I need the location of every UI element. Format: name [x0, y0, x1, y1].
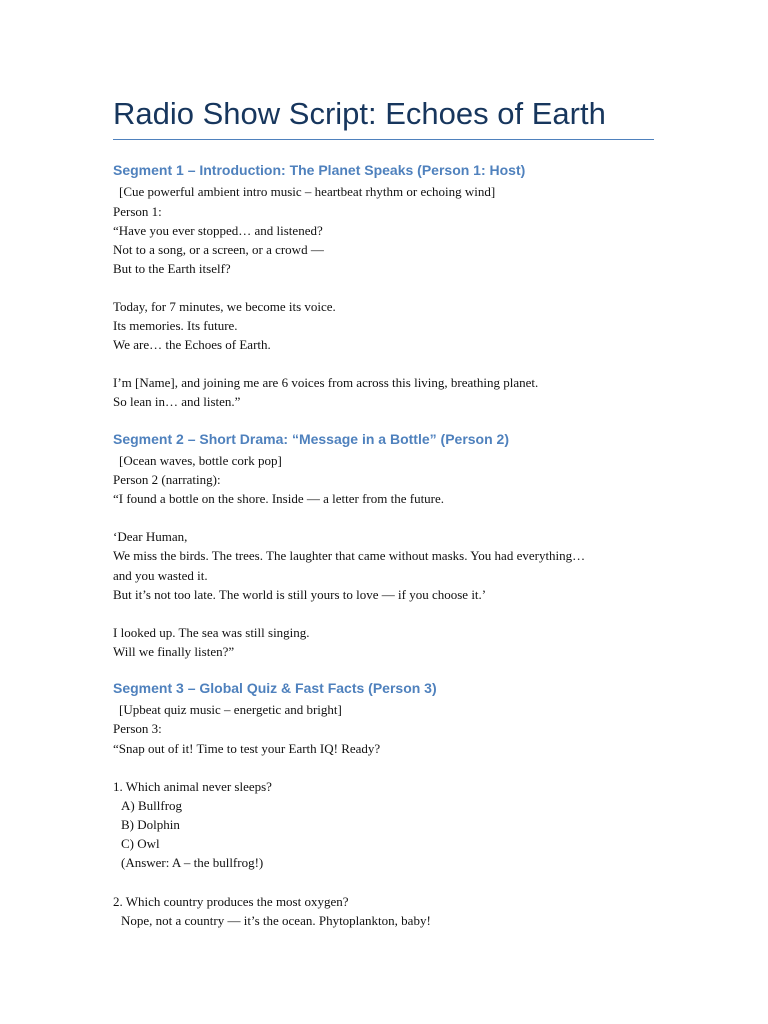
quiz-option: A) Bullfrog: [121, 798, 183, 813]
script-line: Will we finally listen?”: [113, 644, 235, 659]
script-line: and you wasted it.: [113, 568, 208, 583]
script-line: Not to a song, or a screen, or a crowd —: [113, 242, 324, 257]
quiz-question-2: 2. Which country produces the most oxygen?: [113, 894, 349, 909]
document-title: Radio Show Script: Echoes of Earth: [113, 96, 606, 131]
segment-2-cue: [Ocean waves, bottle cork pop]: [119, 453, 282, 468]
script-line: “I found a bottle on the shore. Inside — a letter from the future.: [113, 491, 445, 506]
segment-2-speaker: Person 2 (narrating):: [113, 472, 221, 487]
script-line: We are… the Echoes of Earth.: [113, 337, 271, 352]
script-line: But it’s not too late. The world is still yours to love — if you choose it.’: [113, 587, 487, 602]
script-line: Its memories. Its future.: [113, 318, 238, 333]
script-line: I’m [Name], and joining me are 6 voices from across this living, breathing planet.: [113, 375, 539, 390]
quiz-option: B) Dolphin: [121, 817, 180, 832]
script-line: But to the Earth itself?: [113, 261, 231, 276]
script-line: I looked up. The sea was still singing.: [113, 625, 310, 640]
script-line: Today, for 7 minutes, we become its voice.: [113, 299, 336, 314]
script-line: “Have you ever stopped… and listened?: [113, 223, 323, 238]
title-divider: [113, 139, 654, 140]
script-line: So lean in… and listen.”: [113, 394, 241, 409]
segment-3-heading: Segment 3 – Global Quiz & Fast Facts (Person 3): [113, 680, 437, 696]
quiz-answer-1: (Answer: A – the bullfrog!): [121, 855, 264, 870]
quiz-option: C) Owl: [121, 836, 160, 851]
segment-1-cue: [Cue powerful ambient intro music – heartbeat rhythm or echoing wind]: [119, 184, 496, 199]
quiz-intro: “Snap out of it! Time to test your Earth IQ! Ready?: [113, 741, 381, 756]
segment-3-speaker: Person 3:: [113, 721, 162, 736]
segment-1-speaker: Person 1:: [113, 204, 162, 219]
quiz-question-1: 1. Which animal never sleeps?: [113, 779, 272, 794]
script-line: We miss the birds. The trees. The laughter that came without masks. You had everything…: [113, 548, 586, 563]
quiz-answer-2: Nope, not a country — it’s the ocean. Phytoplankton, baby!: [121, 913, 431, 928]
segment-2-heading: Segment 2 – Short Drama: “Message in a Bottle” (Person 2): [113, 431, 509, 447]
segment-3-cue: [Upbeat quiz music – energetic and bright]: [119, 702, 342, 717]
script-line: ‘Dear Human,: [113, 529, 188, 544]
segment-1-heading: Segment 1 – Introduction: The Planet Speaks (Person 1: Host): [113, 162, 526, 178]
